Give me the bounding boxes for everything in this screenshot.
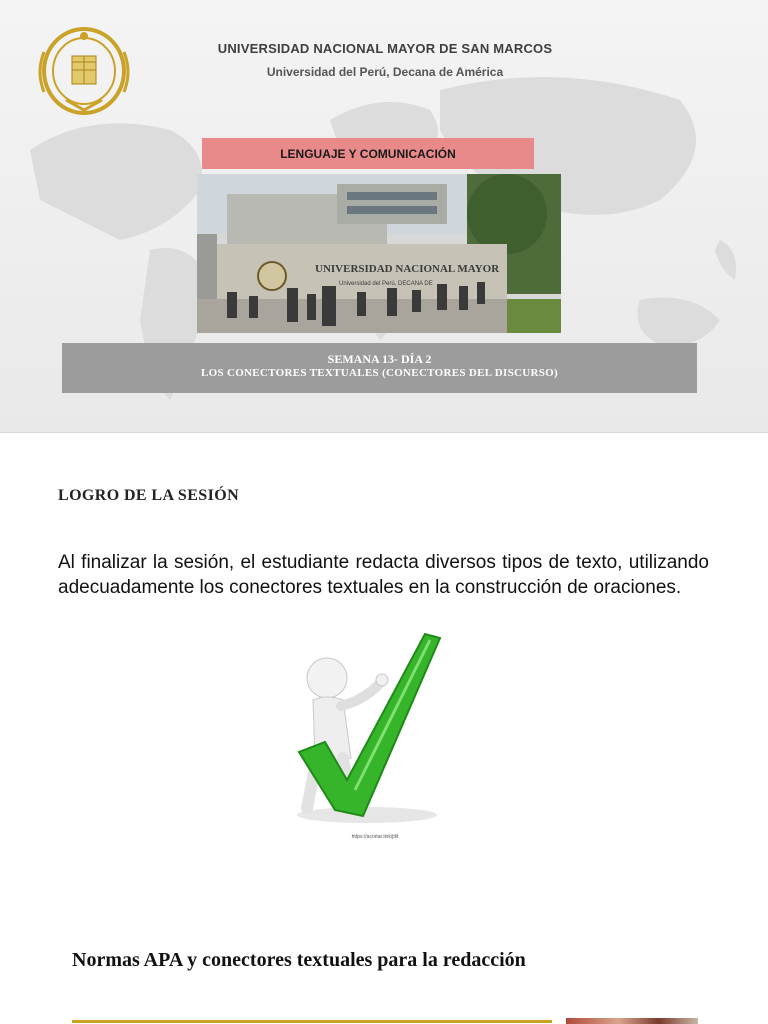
session-heading: LOGRO DE LA SESIÓN	[58, 487, 240, 504]
decorative-image	[566, 1018, 698, 1024]
building-subsign: Universidad del Perú, DECANA DE	[339, 281, 433, 287]
session-objective: Al finalizar la sesión, el estudiante redacta diversos tipos de texto, utilizando adecuadamente los conectores textuales en la construcción de oraciones.	[58, 552, 709, 598]
section-title: Normas APA y conectores textuales para la redacción	[72, 949, 526, 971]
campus-photo	[197, 174, 561, 333]
week-label: SEMANA 13- DÍA 2	[327, 352, 432, 366]
university-seal-icon	[36, 22, 132, 120]
course-title: LENGUAJE Y COMUNICACIÓN	[280, 146, 456, 161]
divider	[72, 1020, 552, 1023]
university-name: UNIVERSIDAD NACIONAL MAYOR DE SAN MARCOS	[217, 41, 553, 56]
building-sign: UNIVERSIDAD NACIONAL MAYOR	[315, 263, 500, 275]
cover-slide	[0, 0, 768, 433]
university-tagline: Universidad del Perú, Decana de América	[266, 65, 504, 79]
figure-source-link[interactable]: https://acortar.link/jtlit	[351, 834, 399, 840]
course-title-band	[202, 138, 534, 169]
checkmark-figure-icon	[285, 630, 450, 830]
topic-label: LOS CONECTORES TEXTUALES (CONECTORES DEL DISCURSO)	[200, 367, 558, 379]
week-topic-band	[62, 343, 697, 393]
